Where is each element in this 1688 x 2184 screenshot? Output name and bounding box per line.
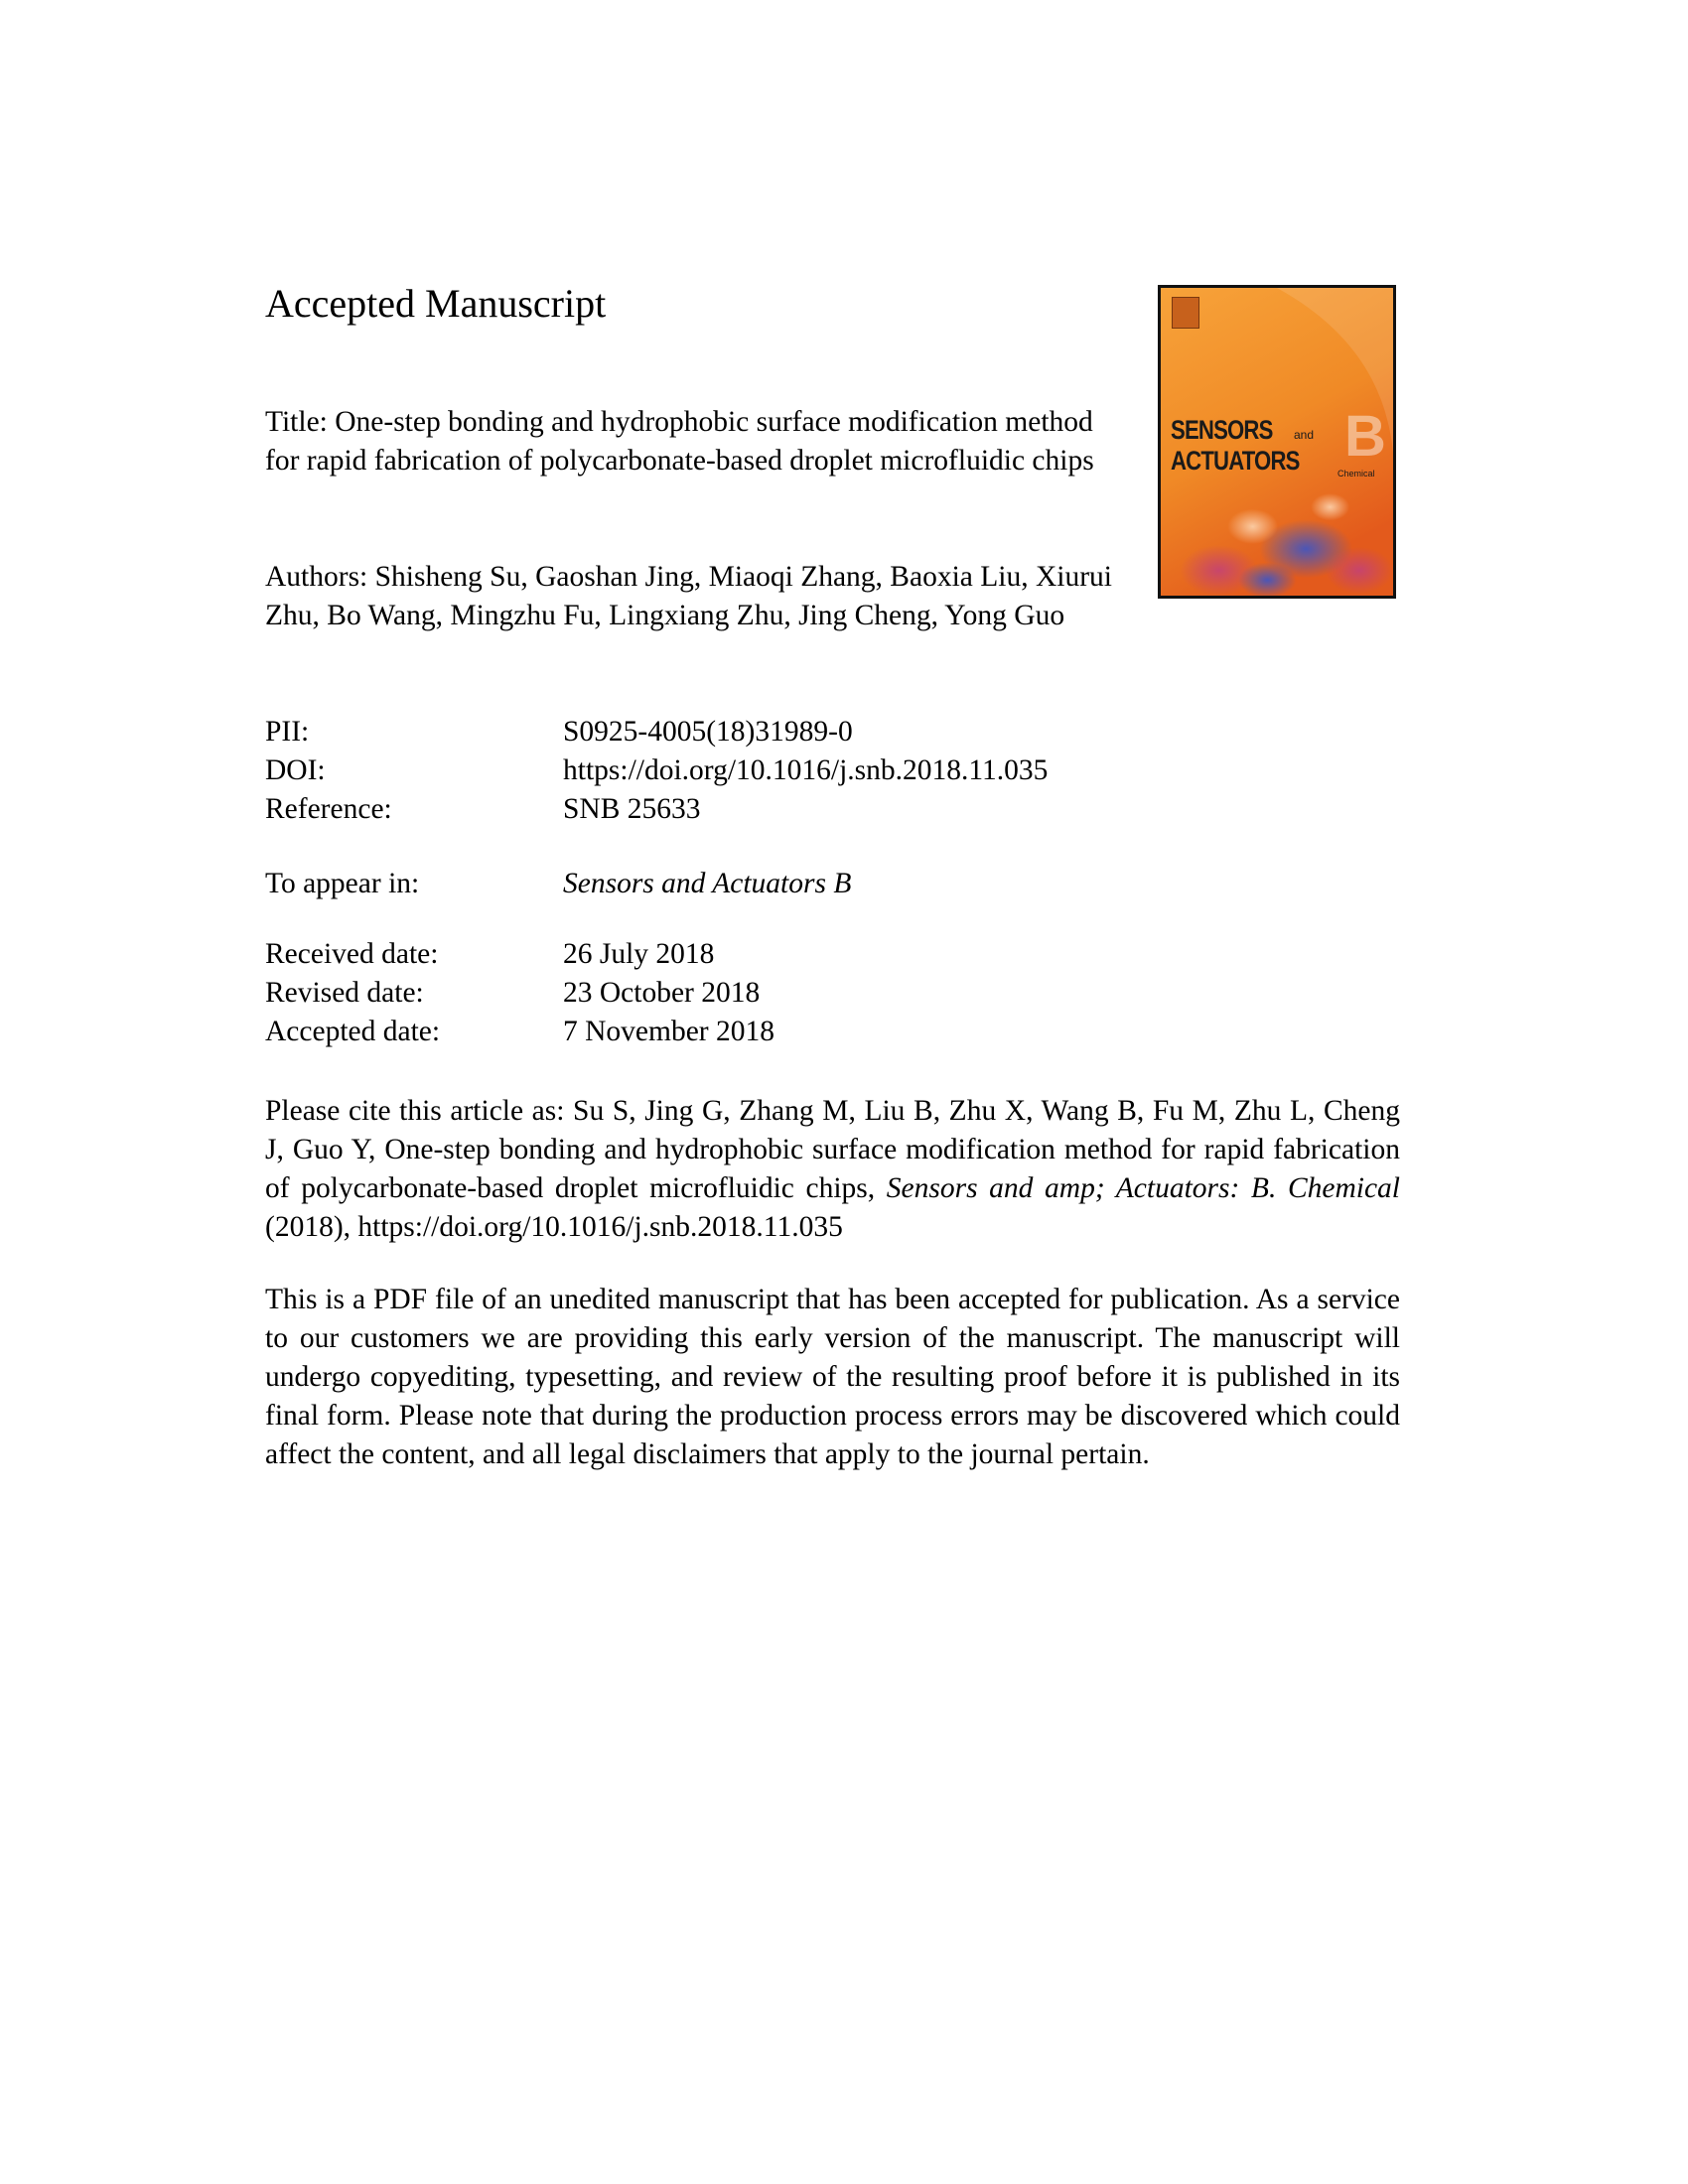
- disclaimer-paragraph: This is a PDF file of an unedited manuscript that has been accepted for publication. As a service to our customers we are providing this early version of the manuscript. The manuscript will undergo copyediting, typesetting, and review of the resulting proof before it is published in its final form. Please note that during the production process errors may be discovered which could affect the content, and all legal disclaimers that apply to the journal pertain.: [265, 1284, 1400, 1470]
- citation-paragraph: [265, 1092, 1400, 1247]
- citation-suffix[interactable]: (2018), https://doi.org/10.1016/j.snb.2018.11.035: [265, 1211, 843, 1243]
- received-date-label: Received date:: [265, 938, 439, 970]
- reference-value: SNB 25633: [563, 793, 701, 825]
- reference-label: Reference:: [265, 793, 392, 825]
- pii-value: S0925-4005(18)31989-0: [563, 716, 853, 748]
- cover-title-line2: ACTUATORS: [1171, 446, 1300, 476]
- pii-label: PII:: [265, 716, 310, 748]
- revised-date-label: Revised date:: [265, 977, 424, 1009]
- cover-subtitle: Chemical: [1337, 469, 1375, 478]
- journal-cover-image: [1158, 285, 1396, 599]
- received-date-value: 26 July 2018: [563, 938, 715, 970]
- doi-label: DOI:: [265, 754, 326, 786]
- journal-name: Sensors and Actuators B: [563, 868, 852, 899]
- cover-title-and: and: [1294, 428, 1315, 442]
- cover-section-letter: B: [1344, 404, 1386, 469]
- accepted-date-value: 7 November 2018: [563, 1016, 775, 1047]
- accepted-date-label: Accepted date:: [265, 1016, 441, 1047]
- citation-journal: Sensors and amp; Actuators: B. Chemical: [886, 1172, 1400, 1204]
- article-authors: Authors: Shisheng Su, Gaoshan Jing, Miaoqi Zhang, Baoxia Liu, Xiurui Zhu, Bo Wang, Mingzhu Fu, Lingxiang Zhu, Jing Cheng, Yong Guo: [265, 561, 1112, 631]
- appear-label: To appear in:: [265, 868, 420, 899]
- page-heading: Accepted Manuscript: [265, 281, 607, 326]
- cover-title-line1: SENSORS: [1171, 415, 1273, 445]
- revised-date-value: 23 October 2018: [563, 977, 761, 1009]
- citation-prefix: Please cite this article as: Su S, Jing G, Zhang M, Liu B, Zhu X, Wang B, Fu M, Zhu L, Cheng J, Guo Y, One-step bonding and hydrophobic surface modification method for rapid fabrication of polycarbonate-based droplet microfluidic chips,: [265, 1095, 1400, 1204]
- publisher-logo: [1172, 297, 1199, 329]
- article-title: Title: One-step bonding and hydrophobic surface modification method for rapid fabrication of polycarbonate-based droplet microfluidic chips: [265, 406, 1094, 477]
- doi-value[interactable]: https://doi.org/10.1016/j.snb.2018.11.035: [563, 754, 1049, 786]
